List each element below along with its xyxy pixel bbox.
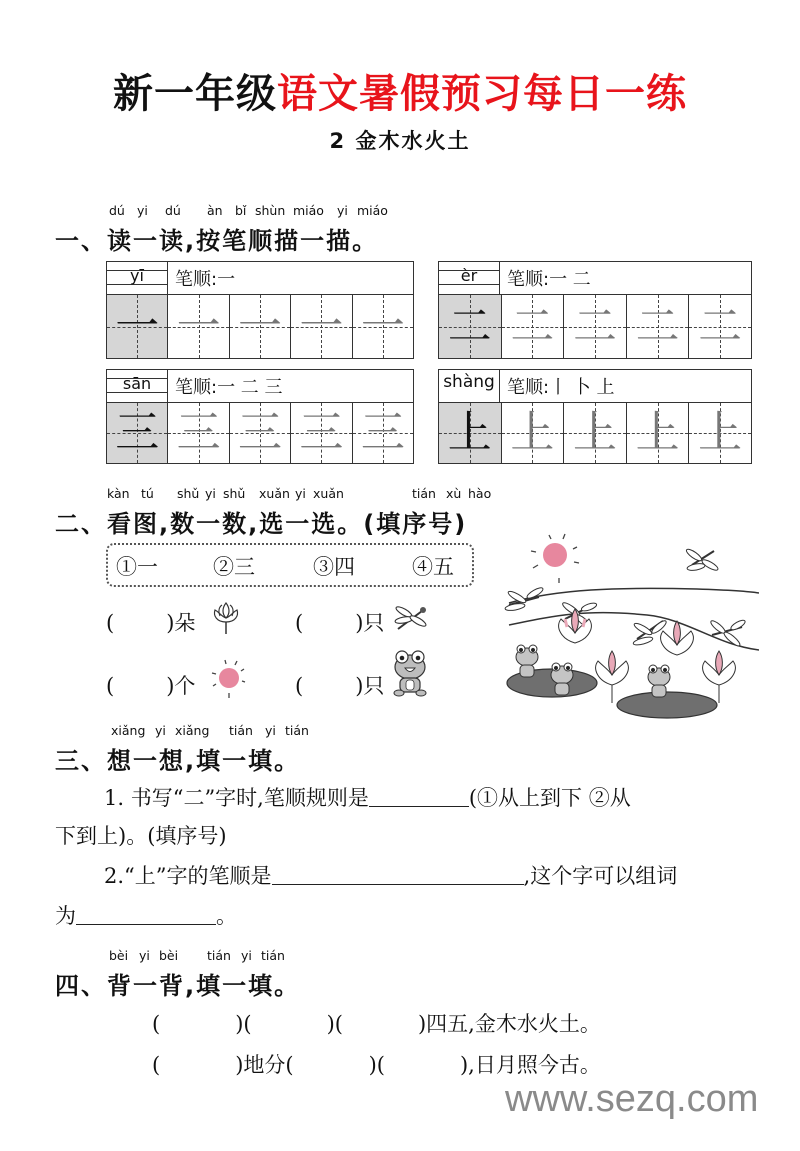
trace-cell[interactable]: 一 [230, 295, 291, 358]
pinyin: xiǎng [175, 723, 210, 738]
trace-cell[interactable]: 上 [502, 403, 565, 463]
watermark: www.sezq.com [505, 1078, 759, 1120]
pinyin: shǔ [177, 486, 200, 501]
grid-pinyin: shàng [443, 372, 495, 392]
pinyin: bèi [159, 948, 179, 963]
pinyin: dú [165, 203, 181, 218]
pinyin: yi [241, 948, 252, 963]
trace-cell[interactable]: 二 [564, 295, 627, 358]
dragonfly-icon [392, 603, 430, 633]
lotus-icon [207, 600, 245, 636]
pinyin: shǔ [223, 486, 246, 501]
pinyin: àn [207, 203, 223, 218]
choice-options-box [106, 543, 474, 587]
pinyin: hào [468, 486, 492, 501]
pinyin: xuǎn [313, 486, 344, 501]
section4-heading-block [55, 948, 300, 1001]
pinyin: yi [205, 486, 216, 501]
page-title [0, 62, 800, 119]
trace-cell[interactable]: 一 [168, 295, 229, 358]
choice-option-1: ①一 [116, 555, 158, 579]
section4-pinyin [55, 948, 300, 966]
answer-blank-q2-word[interactable] [76, 904, 216, 925]
model-cell: 上 [439, 403, 502, 463]
dragonfly-in-scene [505, 547, 747, 647]
pinyin: yi [137, 203, 148, 218]
stroke-grid-er [438, 261, 752, 359]
pinyin: miáo [357, 203, 388, 218]
lesson-subtitle: 2 金木水火土 [329, 129, 471, 153]
section3-heading-block [55, 723, 309, 776]
pinyin: xiǎng [111, 723, 146, 738]
trace-cell[interactable]: 二 [689, 295, 751, 358]
count-item-dragonfly: ( )只 [295, 611, 385, 635]
stroke-grid-yi [106, 261, 414, 359]
pinyin: tián [261, 948, 285, 963]
section3-heading: 三、想一想,填一填。 [55, 747, 301, 775]
count-item-sun: ( )个 [106, 674, 196, 698]
sun-icon [204, 658, 252, 700]
stroke-grid-san [106, 369, 414, 464]
grid-pinyin: sān [122, 374, 152, 393]
question-1-line1: 1. 书写“二”字时,笔顺规则是 (①从上到下 ②从 [104, 786, 631, 810]
pinyin: yi [155, 723, 166, 738]
section3-pinyin [55, 723, 309, 741]
trace-cell[interactable]: 一 [353, 295, 413, 358]
pinyin: miáo [293, 203, 324, 218]
pinyin: yi [337, 203, 348, 218]
pinyin: yi [265, 723, 276, 738]
question-1-line2: 下到上)。(填序号) [55, 824, 227, 848]
trace-cell[interactable]: 三 [291, 403, 352, 463]
pinyin: bǐ [235, 203, 247, 218]
stroke-order-label: 笔顺:一 [175, 269, 236, 290]
pinyin: tián [412, 486, 436, 501]
section2-pinyin [55, 486, 492, 504]
stroke-order-label: 笔顺:一 二 三 [175, 377, 283, 398]
section2-heading: 二、看图,数一数,选一选。(填序号) [55, 510, 468, 538]
pinyin: dú [109, 203, 125, 218]
section2-heading-block [55, 486, 492, 539]
section1-heading-block [55, 203, 388, 256]
stroke-grid-shang [438, 369, 752, 464]
title-black: 新一年级 [113, 71, 277, 117]
trace-cell[interactable]: 二 [502, 295, 565, 358]
pinyin: shùn [255, 203, 286, 218]
model-cell: 一 [107, 295, 168, 358]
trace-cell[interactable]: 一 [291, 295, 352, 358]
grid-pinyin: èr [460, 266, 478, 285]
frog-icon [392, 648, 428, 698]
pinyin: yi [295, 486, 306, 501]
trace-cell[interactable]: 三 [353, 403, 413, 463]
recite-line-2: ( )地分( )( ),日月照今古。 [152, 1053, 601, 1077]
choice-option-4: ④五 [412, 555, 454, 579]
pond-scene-illustration [497, 525, 759, 720]
choice-option-2: ②三 [213, 555, 255, 579]
count-item-lotus: ( )朵 [106, 611, 196, 635]
count-item-frog: ( )只 [295, 674, 385, 698]
trace-cell[interactable]: 三 [168, 403, 229, 463]
pinyin: xù [446, 486, 462, 501]
stroke-order-label: 笔顺:一 二 [507, 269, 591, 290]
model-cell: 二 [439, 295, 502, 358]
pinyin: xuǎn [259, 486, 290, 501]
section1-pinyin [55, 203, 388, 221]
title-red: 语文暑假预习每日一练 [277, 71, 687, 117]
stroke-order-label: 笔顺:丨 卜 上 [507, 377, 615, 398]
recite-line-1: ( )( )( )四五,金木水火土。 [152, 1012, 601, 1036]
model-cell: 三 [107, 403, 168, 463]
trace-cell[interactable]: 二 [627, 295, 690, 358]
pinyin: tián [285, 723, 309, 738]
pinyin: tú [141, 486, 154, 501]
question-2-line1: 2.“上”字的笔顺是 ,这个字可以组词 [104, 864, 678, 888]
pinyin: kàn [107, 486, 130, 501]
section1-heading: 一、读一读,按笔顺描一描。 [55, 227, 379, 255]
section4-heading: 四、背一背,填一填。 [55, 972, 301, 1000]
trace-cell[interactable]: 上 [627, 403, 690, 463]
trace-cell[interactable]: 上 [689, 403, 751, 463]
pinyin: yi [139, 948, 150, 963]
trace-cell[interactable]: 上 [564, 403, 627, 463]
answer-blank-q1[interactable] [369, 786, 469, 807]
pinyin: tián [207, 948, 231, 963]
choice-option-3: ③四 [313, 555, 355, 579]
pinyin: tián [229, 723, 253, 738]
pinyin: bèi [109, 948, 129, 963]
grid-pinyin: yī [130, 266, 144, 285]
question-2-line2: 为 。 [55, 904, 237, 928]
trace-cell[interactable]: 三 [230, 403, 291, 463]
answer-blank-q2-order[interactable] [272, 864, 524, 885]
